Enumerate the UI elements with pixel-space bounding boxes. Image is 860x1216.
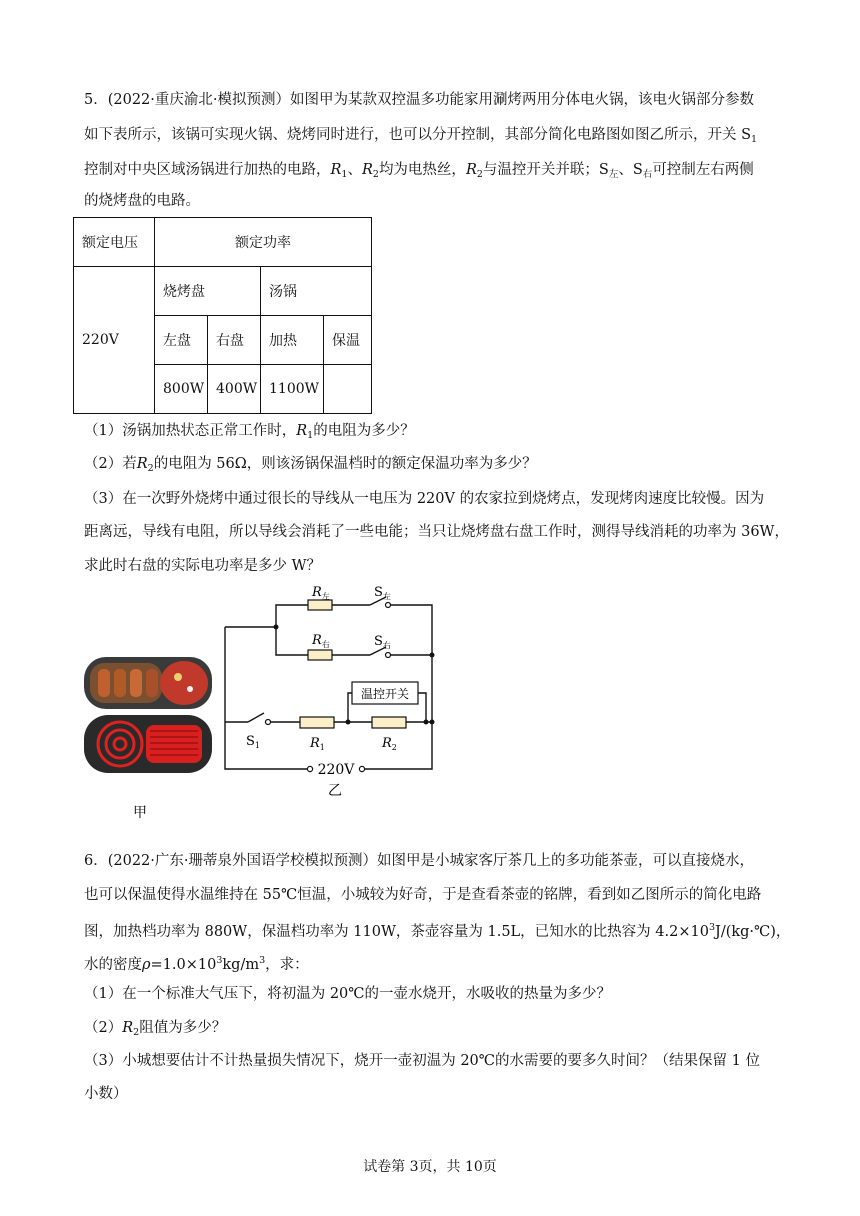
q5-line-2: 如下表所示，该锅可实现火锅、烧烤同时进行，也可以分开控制，其部分简化电路图如图乙所示，开关 $S_1$ xyxy=(84,127,758,145)
q5-sub-2: （2）若$R_2$的电阻为 56Ω，则该汤锅保温档时的额定保温功率为多少？ xyxy=(84,456,537,474)
heat-label: 加热 xyxy=(261,316,324,365)
keep-warm-value xyxy=(324,365,372,414)
q5-line-4: 的烧烤盘的电路。 xyxy=(84,193,200,209)
right-plate-label: 右盘 xyxy=(208,316,261,365)
left-plate-value: 800W xyxy=(155,365,208,414)
q6-line-3: 图，加热档功率为 880W，保温档功率为 110W，茶壶容量为 1.5L，已知水的比热容为 $4.2\times 10^3J/(kg\cdot℃)$， xyxy=(84,922,791,940)
label-yi: 乙 xyxy=(328,783,342,799)
label-r2: $R_2$ xyxy=(382,736,397,752)
q5-sub-3-line-1: （3）在一次野外烧烤中通过很长的导线从一电压为 220V 的农家拉到烧烤点，发现烤肉速度比较慢。因为 xyxy=(84,491,765,507)
resistor-r1 xyxy=(300,717,334,728)
label-jia: 甲 xyxy=(133,805,147,821)
q5-sub-3-line-2: 距离远，导线有电阻，所以导线会消耗了一些电能；当只让烧烤盘右盘工作时，测得导线消耗的功率为 36W， xyxy=(84,524,789,540)
label-s-right: $S_右$ xyxy=(374,634,391,650)
label-s-left: $S_左$ xyxy=(374,585,391,601)
q6-line-1: 6．(2022·广东·珊蒂泉外国语学校模拟预测）如图甲是小城家客厅茶几上的多功能茶壶，可以直接烧水， xyxy=(84,853,754,869)
label-r-right: $R_右$ xyxy=(312,633,330,649)
parameter-table xyxy=(73,217,372,414)
q5-figure xyxy=(0,585,860,825)
q5-line-1: 5．(2022·重庆渝北·模拟预测）如图甲为某款双控温多功能家用涮烤两用分体电火锅，该电火锅部分参数 xyxy=(84,92,754,108)
q5-sub-1: （1）汤锅加热状态正常工作时，$R_1$的电阻为多少？ xyxy=(84,423,415,441)
q6-sub-3-line-2: 小数） xyxy=(84,1086,128,1102)
rated-voltage-header: 额定电压 xyxy=(74,218,155,267)
right-plate-value: 400W xyxy=(208,365,261,414)
left-plate-label: 左盘 xyxy=(155,316,208,365)
label-source: 220V xyxy=(317,762,355,778)
hotpot-illustration xyxy=(84,657,212,773)
resistor-right xyxy=(308,650,332,660)
rated-power-header: 额定功率 xyxy=(155,218,372,267)
pot-header: 汤锅 xyxy=(261,267,372,316)
label-r1: $R_1$ xyxy=(310,736,325,752)
q5-sub-3-line-3: 求此时右盘的实际电功率是多少 W？ xyxy=(84,558,322,574)
voltage-value: 220V xyxy=(74,267,155,414)
resistor-left xyxy=(308,600,332,610)
q6-sub-3-line-1: （3）小城想要估计不计热量损失情况下，烧开一壶初温为 20℃的水需要的要多久时间？（结果保留 1 位 xyxy=(84,1053,760,1069)
resistor-r2 xyxy=(372,717,406,728)
label-thermostat: 温控开关 xyxy=(360,687,410,701)
keep-warm-label: 保温 xyxy=(324,316,372,365)
label-r-left: $R_左$ xyxy=(312,585,330,601)
q6-sub-2: $(2)R_2$阻值为多少？ xyxy=(84,1020,227,1038)
q5-line-3: 控制对中央区域汤锅进行加热的电路，$R_1$、$R_2$均为电热丝，$R_2$与温控开关并联；$S_左$、$S_右$可控制左右两侧 xyxy=(84,162,754,180)
q6-line-4: 水的密度$\rho=1.0\times 10^3kg/m^3$，求： xyxy=(84,955,309,973)
page-footer: 试卷第 3页，共 10页 xyxy=(363,1159,497,1175)
label-s1: $S_1$ xyxy=(246,734,260,750)
q6-line-2: 也可以保温使得水温维持在 55℃恒温，小城较为好奇，于是查看茶壶的铭牌，看到如乙图所示的简化电路 xyxy=(84,887,762,903)
bbq-header: 烧烤盘 xyxy=(155,267,261,316)
heat-value: 1100W xyxy=(261,365,324,414)
q6-sub-1: （1）在一个标准大气压下，将初温为 20℃的一壶水烧开，水吸收的热量为多少？ xyxy=(84,986,612,1002)
